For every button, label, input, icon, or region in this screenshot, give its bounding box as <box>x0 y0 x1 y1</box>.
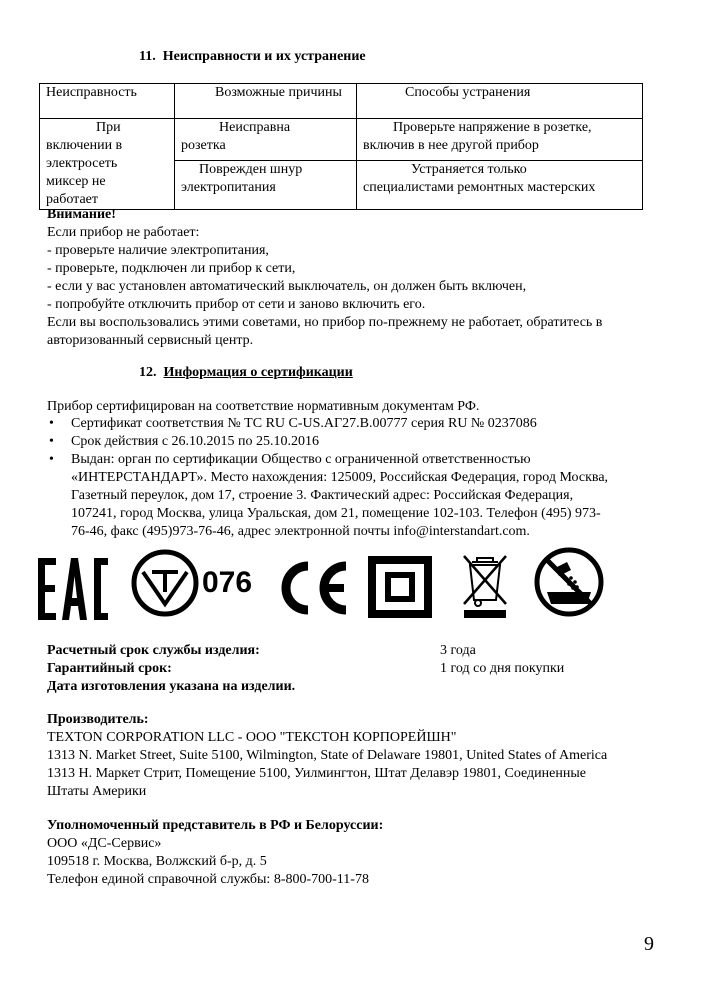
service-life-value: 3 года <box>440 643 476 658</box>
text-line: - попробуйте отключить прибор от сети и заново включить его. <box>47 297 426 312</box>
service-life-label: Расчетный срок службы изделия: <box>47 643 260 658</box>
fix-cell: Проверьте напряжение в розетке, включив в нее другой прибор <box>357 119 643 161</box>
text-line: Телефон единой справочной службы: 8-800-700-11-78 <box>47 872 369 887</box>
ce-mark-icon <box>272 560 352 616</box>
cause-cell: Неисправна розетка <box>175 119 357 161</box>
cert-intro: Прибор сертифицирован на соответствие нормативным документам РФ. <box>47 399 480 414</box>
table-header-row <box>40 84 643 119</box>
header-causes: Возможные причины <box>175 84 357 119</box>
page-number: 9 <box>644 933 654 955</box>
no-water-immersion-icon <box>533 546 605 618</box>
section-12-heading <box>139 364 353 382</box>
cert-code: 076 <box>202 566 253 599</box>
table-row <box>40 119 643 161</box>
text-line: 109518 г. Москва, Волжский б-р, д. 5 <box>47 854 267 869</box>
fault-cell: При включении в электросеть миксер не работает <box>40 119 175 210</box>
representative-label: Уполномоченный представитель в РФ и Белоруссии: <box>47 818 384 833</box>
section-11-title: Неисправности и их устранение <box>162 49 366 64</box>
manufacture-date-note: Дата изготовления указана на изделии. <box>47 679 296 694</box>
text-line: TEXTON CORPORATION LLC - ООО "ТЕКСТОН КОРПОРЕЙШН" <box>47 730 457 745</box>
weee-bin-icon <box>460 552 510 618</box>
header-fault: Неисправность <box>40 84 175 119</box>
text-line: 1313 Н. Маркет Стрит, Помещение 5100, Уилмингтон, Штат Делавэр 19801, Соединенные <box>47 766 586 781</box>
manufacturer-label: Производитель: <box>47 712 149 727</box>
section-12-number: 12. <box>139 365 157 380</box>
eac-mark-icon <box>38 558 108 620</box>
list-item: • Выдан: орган по сертификации Общество с ограниченной ответственностью «ИНТЕРСТАНДАРТ». Место нахождения: 125009, Российская Федерация, город Москва, Газетный переулок, дом 17, строение 3. Фактический адрес: Российская Федерация, 107241, город Москва, улица Уральская, дом 21, помещение 102-103. Телефон (495) 973- 76-46, факс (495)973-76-46, адрес электронной почты info@interstandart.com. <box>47 451 608 541</box>
text-line: - проверьте, подключен ли прибор к сети, <box>47 261 296 276</box>
text-line: 1313 N. Market Street, Suite 5100, Wilmington, State of Delaware 19801, United States of America <box>47 748 608 763</box>
fix-cell: Устраняется только специалистами ремонтных мастерских <box>357 161 643 210</box>
text-line: Если прибор не работает: <box>47 225 200 240</box>
section-11-number: 11. <box>139 49 156 64</box>
text-line: - проверьте наличие электропитания, <box>47 243 269 258</box>
cause-cell: Поврежден шнур электропитания <box>175 161 357 210</box>
text-line: Штаты Америки <box>47 784 147 799</box>
list-item: • Сертификат соответствия № ТС RU C-US.АГ27.В.00777 серия RU № 0237086 <box>47 415 608 433</box>
fault-table <box>39 83 643 210</box>
header-fixes: Способы устранения <box>357 84 643 119</box>
text-line: авторизованный сервисный центр. <box>47 333 254 348</box>
warranty-value: 1 год со дня покупки <box>440 661 565 676</box>
section-11-heading <box>139 48 366 66</box>
double-insulation-icon <box>368 556 432 618</box>
text-line: - если у вас установлен автоматический выключатель, он должен быть включен, <box>47 279 527 294</box>
representative-block <box>47 817 383 889</box>
warranty-label: Гарантийный срок: <box>47 661 172 676</box>
cert-list <box>47 415 608 541</box>
list-item: • Срок действия с 26.10.2015 по 25.10.2016 <box>47 433 608 451</box>
text-line: ООО «ДС-Сервис» <box>47 836 162 851</box>
text-line: Если вы воспользовались этими советами, но прибор по-прежнему не работает, обратитесь в <box>47 315 603 330</box>
section-12-title: Информация о сертификации <box>163 365 353 380</box>
rst-cert-mark-icon <box>130 548 200 618</box>
attention-block <box>47 206 602 350</box>
attention-label: Внимание! <box>47 207 116 222</box>
manufacturer-block <box>47 711 607 801</box>
